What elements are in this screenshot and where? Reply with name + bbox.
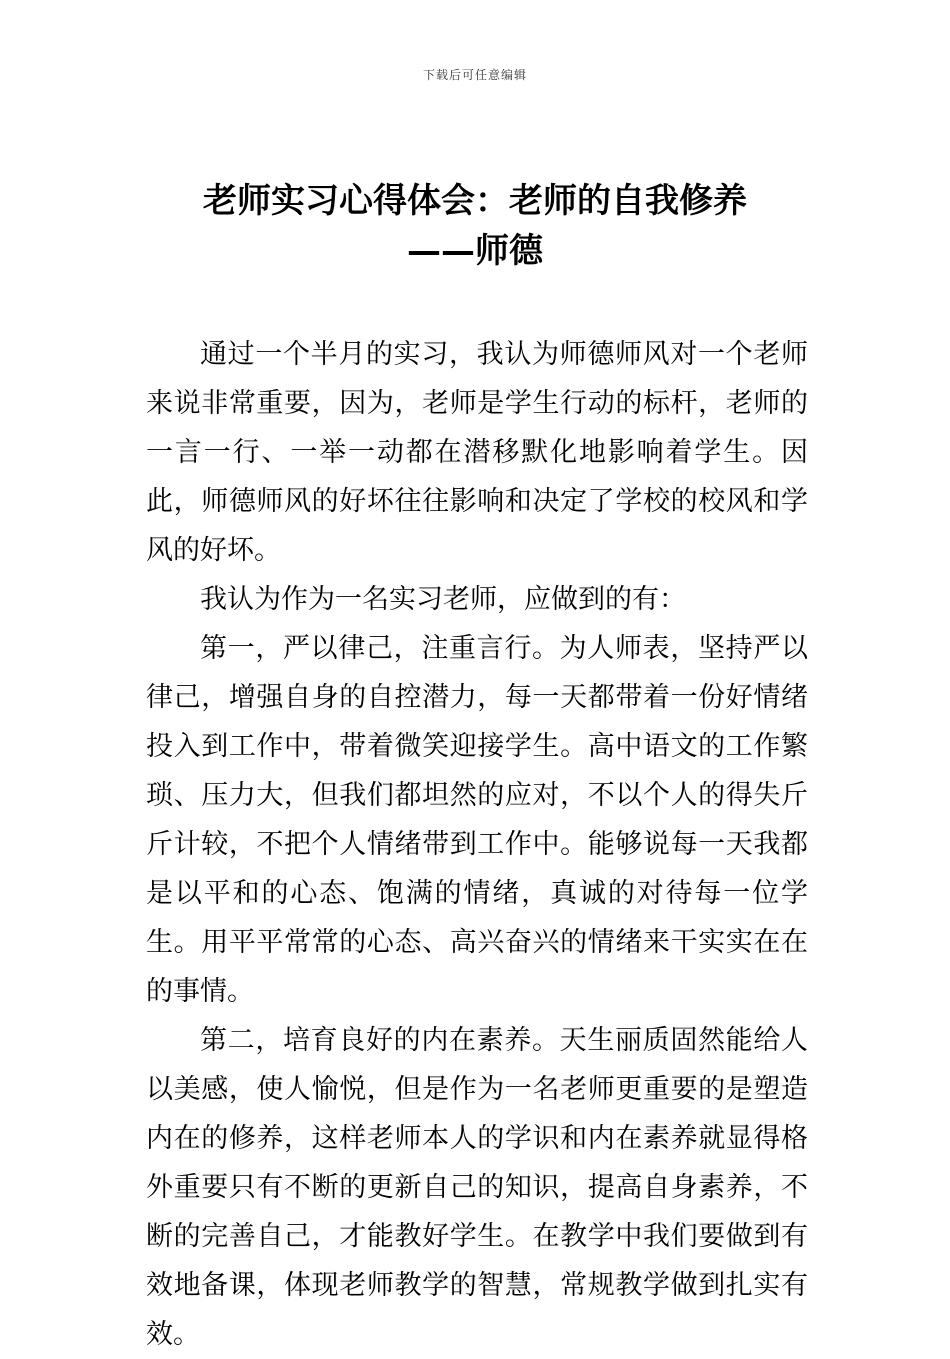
document-title <box>120 176 830 276</box>
paragraph-point-1: 第一，严以律己，注重言行。为人师表，坚持严以律己，增强自身的自控潜力，每一天都带着一份好情绪投入到工作中，带着微笑迎接学生。高中语文的工作繁琐、压力大，但我们都坦然的应对，不以个人的得失斤斤计较，不把个人情绪带到工作中。能够说每一天我都是以平和的心态、饱满的情绪，真诚的对待每一位学生。用平平常常的心态、高兴奋兴的情绪来干实实在在的事情。 <box>146 633 808 1007</box>
header-note: 下载后可任意编辑 <box>422 68 527 82</box>
paragraph-intro: 通过一个半月的实习，我认为师德师风对一个老师来说非常重要，因为，老师是学生行动的标杆，老师的一言一行、一举一动都在潜移默化地影响着学生。因此，师德师风的好坏往往影响和决定了学校的校风和学风的好坏。 <box>146 339 808 566</box>
title-line-1: 老师实习心得体会：老师的自我修养 <box>203 181 747 221</box>
paragraph-point-2: 第二，培育良好的内在素养。天生丽质固然能给人以美感，使人愉悦，但是作为一名老师更重要的是塑造内在的修养，这样老师本人的学识和内在素养就显得格外重要只有不断的更新自己的知识，提高自身素养，不断的完善自己，才能教好学生。在教学中我们要做到有效地备课，体现老师教学的智慧，常规教学做到扎实有效。 <box>146 1025 808 1350</box>
paragraph-lead: 我认为作为一名实习老师，应做到的有： <box>200 584 686 615</box>
document-body <box>146 330 808 1359</box>
title-line-2: ——师德 <box>407 231 543 271</box>
